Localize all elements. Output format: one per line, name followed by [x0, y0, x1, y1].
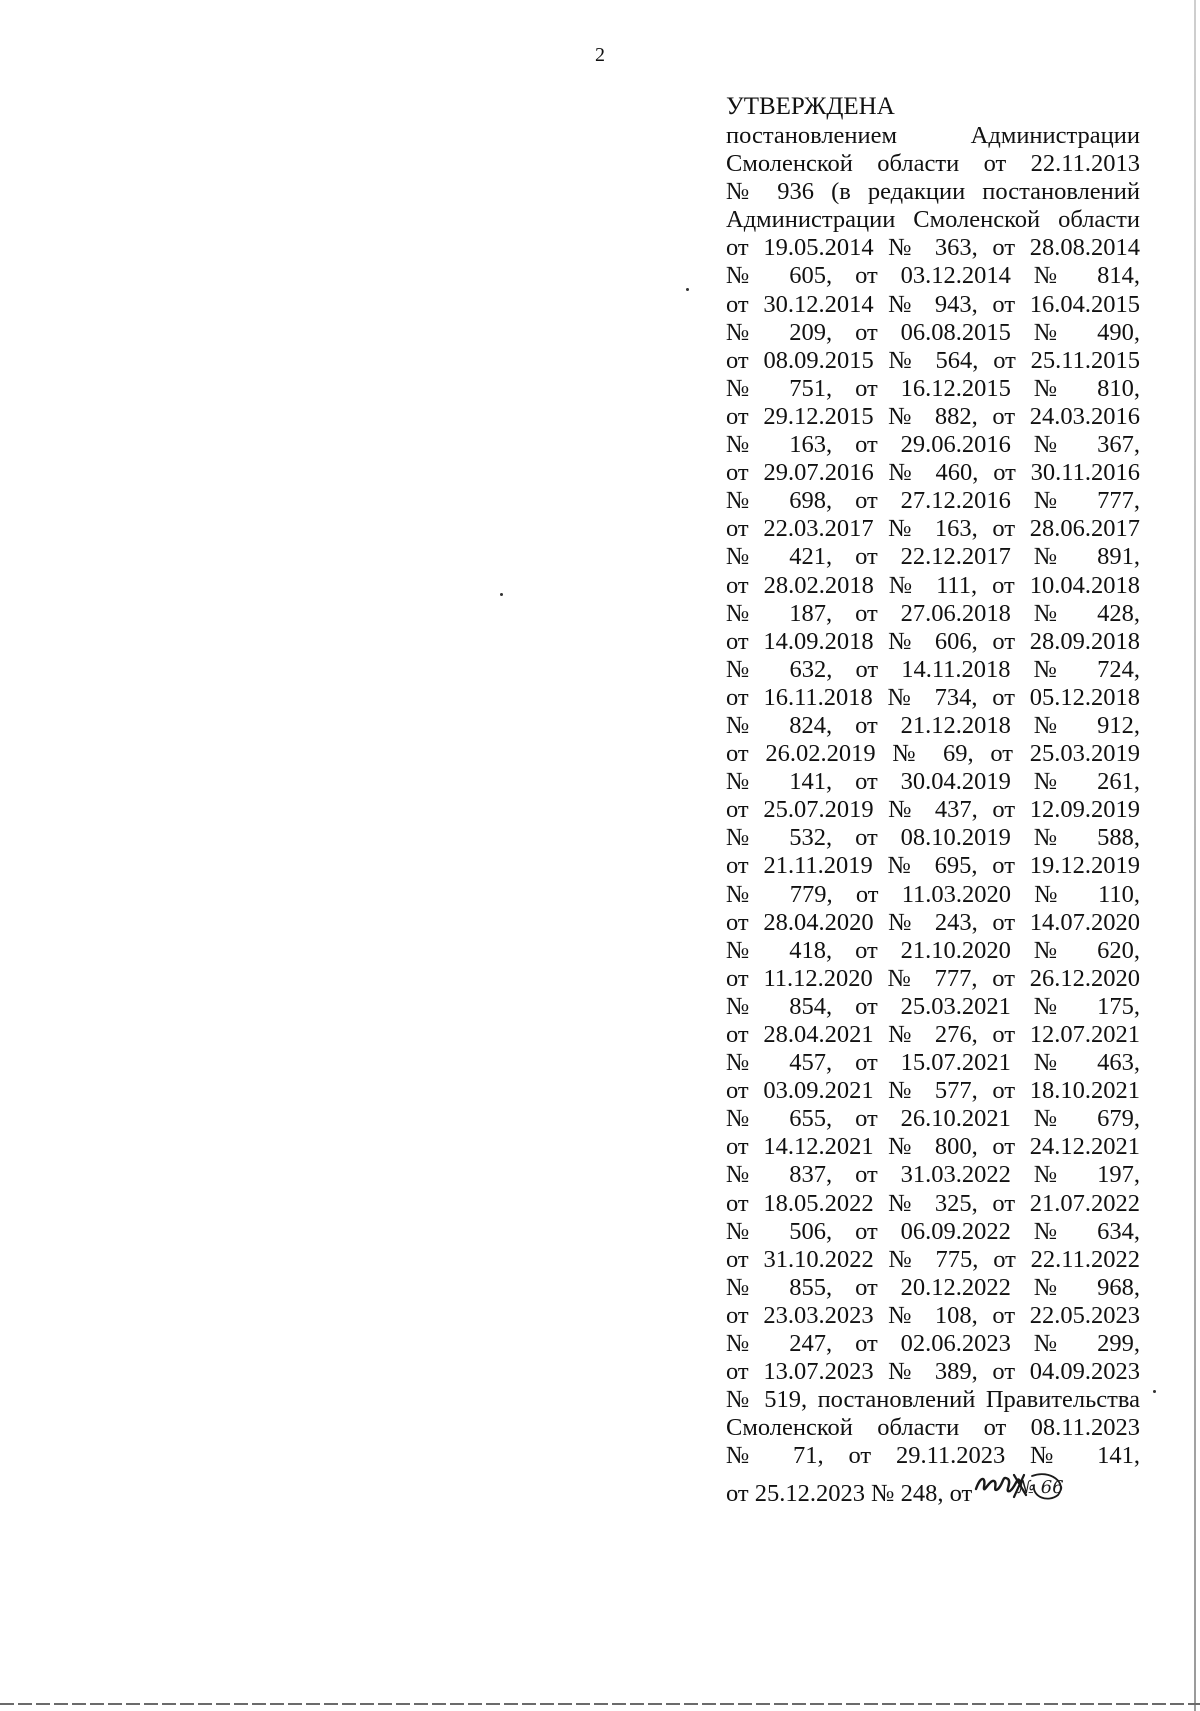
scan-speck [1153, 1390, 1156, 1393]
approval-line: от 29.12.2015 № 882, от 24.03.2016 [726, 402, 1140, 430]
approval-line: № 854, от 25.03.2021 № 175, [726, 992, 1140, 1020]
approval-line: от 21.11.2019 № 695, от 19.12.2019 [726, 852, 1140, 880]
approval-line: от 19.05.2014 № 363, от 28.08.2014 [726, 234, 1140, 262]
approval-line: № 655, от 26.10.2021 № 679, [726, 1105, 1140, 1133]
scan-edge-bottom [0, 1703, 1200, 1705]
approval-line: № 837, от 31.03.2022 № 197, [726, 1161, 1140, 1189]
approval-line: № 209, от 06.08.2015 № 490, [726, 318, 1140, 346]
approval-line: от 11.12.2020 № 777, от 26.12.2020 [726, 964, 1140, 992]
approval-line: № 141, от 30.04.2019 № 261, [726, 768, 1140, 796]
approval-line: от 14.09.2018 № 606, от 28.09.2018 [726, 627, 1140, 655]
handwritten-signature [974, 1471, 1064, 1497]
handwritten-number: № 66 [1018, 1476, 1064, 1498]
approval-line: № 632, от 14.11.2018 № 724, [726, 655, 1140, 683]
approval-line: № 936 (в редакции постановлений [726, 178, 1140, 206]
scan-speck [686, 288, 689, 291]
approval-last-line-text: от 25.12.2023 № 248, от [726, 1479, 973, 1507]
approval-line: от 13.07.2023 № 389, от 04.09.2023 [726, 1358, 1140, 1386]
approval-line: от 28.04.2020 № 243, от 14.07.2020 [726, 908, 1140, 936]
approval-line: № 519, постановлений Правительства [726, 1386, 1140, 1414]
approval-line: Смоленской области от 08.11.2023 [726, 1414, 1140, 1442]
approval-line: № 457, от 15.07.2021 № 463, [726, 1049, 1140, 1077]
approval-line: № 855, от 20.12.2022 № 968, [726, 1273, 1140, 1301]
approval-line: Администрации Смоленской области [726, 206, 1140, 234]
approval-line: от 18.05.2022 № 325, от 21.07.2022 [726, 1189, 1140, 1217]
approval-line: от 30.12.2014 № 943, от 16.04.2015 [726, 290, 1140, 318]
approval-line: от 28.04.2021 № 276, от 12.07.2021 [726, 1021, 1140, 1048]
approval-line: от 29.07.2016 № 460, от 30.11.2016 [726, 459, 1140, 487]
approval-line: от 31.10.2022 № 775, от 22.11.2022 [726, 1245, 1140, 1273]
approval-line: № 163, от 29.06.2016 № 367, [726, 431, 1140, 459]
approval-line: № 824, от 21.12.2018 № 912, [726, 711, 1140, 739]
approval-line: № 418, от 21.10.2020 № 620, [726, 936, 1140, 964]
approval-line: № 187, от 27.06.2018 № 428, [726, 599, 1140, 627]
approval-line: № 71, от 29.11.2023 № 141, [726, 1442, 1140, 1470]
approval-line: № 247, от 02.06.2023 № 299, [726, 1330, 1140, 1358]
approval-lines [726, 122, 1140, 1471]
approval-line: Смоленской области от 22.11.2013 [726, 150, 1140, 178]
approval-line: от 28.02.2018 № 111, от 10.04.2018 [726, 571, 1140, 599]
approval-line: от 23.03.2023 № 108, от 22.05.2023 [726, 1301, 1140, 1329]
approval-last-line [726, 1471, 1140, 1507]
approval-line: № 605, от 03.12.2014 № 814, [726, 262, 1140, 290]
approval-line: от 22.03.2017 № 163, от 28.06.2017 [726, 515, 1140, 543]
approval-title: УТВЕРЖДЕНА [726, 93, 895, 120]
scan-speck [500, 593, 503, 596]
approval-line: от 08.09.2015 № 564, от 25.11.2015 [726, 346, 1140, 374]
scan-edge-right [1194, 0, 1196, 1711]
approval-line: от 25.07.2019 № 437, от 12.09.2019 [726, 796, 1140, 824]
approval-block [726, 92, 1140, 1507]
approval-line: № 779, от 11.03.2020 № 110, [726, 880, 1140, 908]
approval-line: № 532, от 08.10.2019 № 588, [726, 824, 1140, 852]
approval-line: постановлением Администрации [726, 122, 1140, 149]
approval-line: № 506, от 06.09.2022 № 634, [726, 1217, 1140, 1245]
approval-line: от 26.02.2019 № 69, от 25.03.2019 [726, 740, 1140, 768]
page-number: 2 [595, 44, 605, 66]
approval-line: от 03.09.2021 № 577, от 18.10.2021 [726, 1077, 1140, 1105]
approval-line: от 16.11.2018 № 734, от 05.12.2018 [726, 683, 1140, 711]
approval-line: от 14.12.2021 № 800, от 24.12.2021 [726, 1133, 1140, 1161]
approval-line: № 698, от 27.12.2016 № 777, [726, 487, 1140, 515]
approval-line: № 421, от 22.12.2017 № 891, [726, 543, 1140, 571]
approval-line: № 751, от 16.12.2015 № 810, [726, 374, 1140, 402]
